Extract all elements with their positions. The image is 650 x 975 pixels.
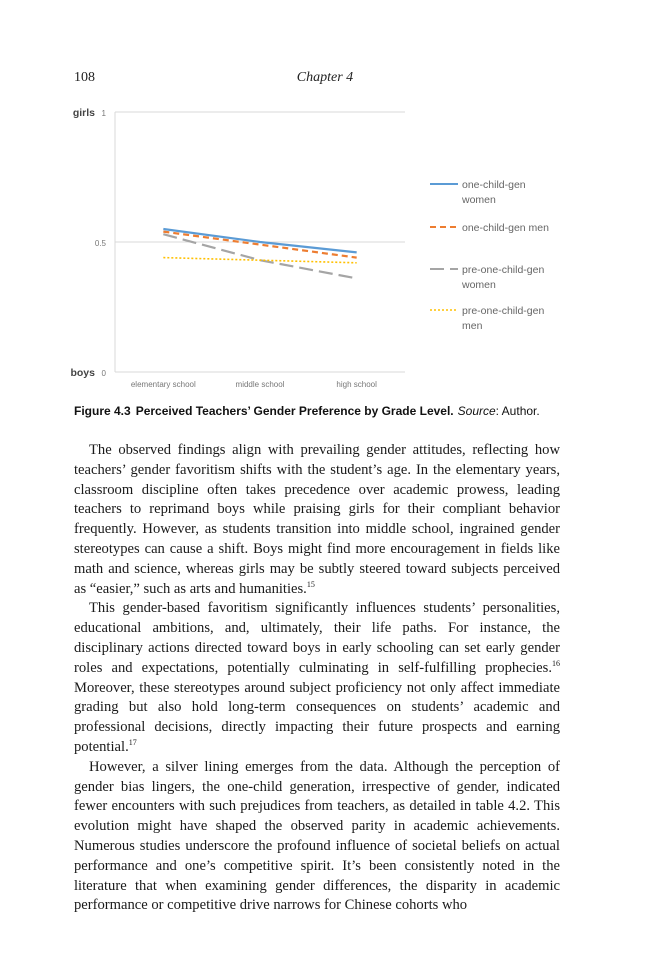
x-tick-label-2: high school — [336, 380, 377, 389]
figure-caption — [74, 404, 574, 418]
paragraph-1-text: The observed findings align with prevailing gender attitudes, reflecting how teachers’ gender favoritism shifts with the student’s age. In the elementary years, classroom discipline often takes precedence over academic prowess, leading teachers to reprimand boys while praising girls for their compliant behavior frequently. However, as students transition into middle school, ingrained gender stereotypes can cause a shift. Boys might find more encouragement in fields like math and science, whereas girls may be subtly steered toward subjects perceived as “easier,” such as arts and humanities. — [74, 442, 560, 597]
y-tick-label-0: 1 — [101, 109, 106, 118]
y-tick-label-1: 0.5 — [94, 239, 106, 248]
x-tick-label-0: elementary school — [130, 380, 196, 389]
footnote-ref-16: 16 — [552, 658, 560, 668]
legend-label-2: pre-one-child-gen women — [462, 264, 545, 291]
paragraph-2-text-b: Moreover, these stereotypes around subject proficiency not only affect immediate grading but also hold long-term consequences on students’ academic and professional decisions, directly impacting their future prospects and earning potential. — [74, 679, 560, 755]
series-line-0 — [163, 229, 356, 252]
line-chart — [60, 98, 580, 398]
running-head: Chapter 4 — [296, 70, 354, 85]
legend-label-3: pre-one-child-gen men — [462, 305, 545, 332]
paragraph-2-text-a: This gender-based favoritism significantly influences students’ personalities, educational ambitions, and, ultimately, their life paths. For instance, the disciplinary actions directed toward boys in early schooling can set early gender roles and expectations, potentially culminating in self-fulfilling prophecies. — [74, 600, 560, 676]
legend-label-1: one-child-gen men — [462, 222, 549, 234]
y-tick-word-0: girls — [72, 107, 95, 119]
legend-label-0: one-child-gen women — [462, 179, 526, 206]
footnote-ref-15: 15 — [306, 579, 315, 589]
source-label: Source — [457, 404, 496, 418]
series-line-3 — [163, 258, 356, 263]
series-line-1 — [163, 232, 356, 258]
paragraph-3 — [74, 758, 560, 916]
paragraph-3-text: However, a silver lining emerges from the data. Although the perception of gender bias lingers, the one-child generation, irrespective of gender, indicated fewer encounters with such prejudices from teachers, as detailed in table 4.2. This evolution might have shaped the observed parity in academic achievements. Numerous studies underscore the profound influence of societal beliefs on actual performance and one’s competitive spirit. It’s been consistently noted in the literature that when examining gender differences, the disparity in academic performance or competitive drive narrows for Chinese cohorts who — [74, 758, 560, 914]
footnote-ref-17: 17 — [128, 738, 137, 748]
page-number: 108 — [74, 70, 95, 85]
paragraph-1 — [74, 441, 560, 599]
source-text: : Author. — [495, 404, 540, 418]
y-tick-word-2: boys — [70, 367, 95, 379]
paragraph-2 — [74, 599, 560, 757]
y-tick-label-2: 0 — [101, 369, 106, 378]
figure-label: Figure 4.3 — [74, 404, 131, 418]
series-line-2 — [163, 234, 356, 278]
body-text — [74, 441, 560, 916]
x-tick-label-1: middle school — [235, 380, 285, 389]
figure-title: Perceived Teachers’ Gender Preference by Grade Level. — [135, 404, 454, 418]
